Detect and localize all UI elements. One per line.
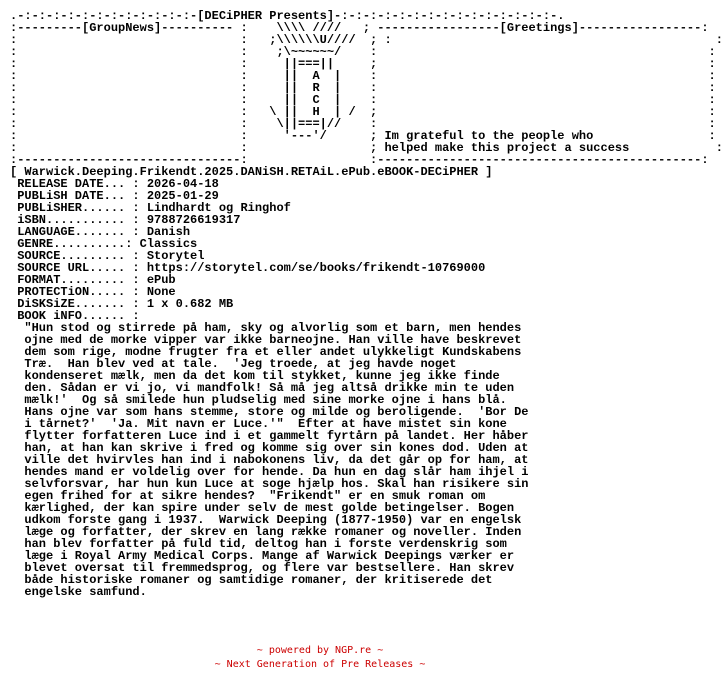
powered-by-line: ~ powered by NGP.re ~ — [256, 645, 384, 656]
tagline: ~ Next Generation of Pre Releases ~ — [214, 659, 426, 670]
nfo-text: .-:-:-:-:-:-:-:-:-:-:-:-:-[DECiPHER Presents]-:-:-:-:-:-:-:-:-:-:-:-:-:-:-:-. :---------[GroupNews]---------- : \\\\ //// ; -----------------[Greetings]-----------------: : : ;\\\\\\U//// ; : : : : ;\~~~~~~/ : : : : ||===|| ; : : : || A | : : : : || R | : : : : || C | : : : : \ || H | / ; : : : \||===|// : : : : '---'/ ; Im grateful to the people who : : : ; helped make this project a success : :-------------------------------: :---------------------------------------------: [ Warwick.Deeping.Frikendt.2025.DANiSH.RETAiL.ePub.eBOOK-DECiPHER ] RELEASE DATE... : 2026-04-18 PUBLiSH DATE... : 2025-01-29 PUBLiSHER...... : Lindhardt og Ringhof iSBN........... : 9788726619317 LANGUAGE....... : Danish GENRE..........: Classics SOURCE......... : Storytel SOURCE URL..... : https://storytel.com/se/books/frikendt-10769000 FORMAT......... : ePub PROTECTiON..... : None DiSKSiZE....... : 1 x 0.682 MB BOOK iNFO...... : "Hun stod og stirrede på ham, sky og alvorlig som et barn, men hendes ojne med de morke vipper var ikke barneojne. Han ville have beskrevet dem som rige, modne frugter fra et eller andet ulykkeligt Kundskabens Træ. Han blev ved at tale. 'Jeg troede, at jeg havde noget kondenseret mælk, men da det kom til stykket, kunne jeg ikke finde den. Sådan er vi jo, vi mandfolk! Så må jeg altså drikke min te uden mælk!' Og så smilede hun pludselig med sine morke ojne i hans blå. Hans ojne var som hans stemme, store og milde og beroligende. 'Bor De i tårnet?' 'Ja. Mit navn er Luce.'" Efter at have mistet sin kone flytter forfatteren Luce ind i et gammelt fyrtårn på landet. Her håber han, at han kan skrive i fred og komme sig over sin kones dod. Uden at ville det hvirvles han ind i nabokonens liv, da det går op for ham, at hendes mand er voldelig over for hende. Da hun en dag slår ham ihjel i selvforsvar, har hun kun Luce at soge hjælp hos. Skal han risikere sin egen frihed for at sikre hendes? "Frikendt" er en smuk roman om kærlighed, der kan spire under selv de mest golde betingelser. Bogen udkom forste gang i 1937. Warwick Deeping (1877-1950) var en engelsk læge og forfatter, der skrev en lang række romaner og noveller. Inden han blev forfatter på fuld tid, deltog han i forste verdenskrig som læge i Royal Army Medical Corps. Mange af Warwick Deepings værker er blevet oversat til fremmedsprog, og flere var bestsellere. Han skrev både historiske romaner og samtidige romaner, der kritiserede det engelske samfund. — [10, 9, 723, 599]
